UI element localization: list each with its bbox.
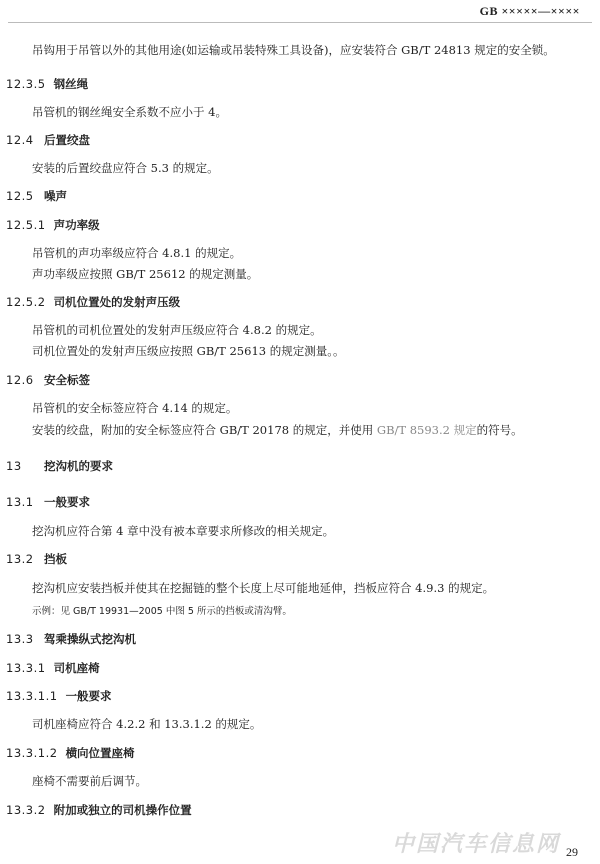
section-number: 13.3.1.1 [6, 689, 58, 703]
section-number: 13.3.1.2 [6, 746, 58, 760]
section-title: 噪声 [44, 189, 67, 203]
section-heading [6, 372, 90, 388]
section-heading [6, 217, 100, 233]
section-heading [6, 551, 67, 567]
paragraph [32, 422, 523, 438]
page-header: GB ×××××—×××× [479, 4, 580, 18]
paragraph: 吊管机的声功率级应符合 4.8.1 的规定。 [32, 246, 242, 260]
section-number: 12.4 [6, 133, 34, 147]
paragraph: 吊管机的安全标签应符合 4.14 的规定。 [32, 401, 238, 415]
section-number: 13.1 [6, 495, 34, 509]
section-heading [6, 631, 136, 647]
section-heading [6, 802, 192, 818]
section-number: 13 [6, 459, 22, 473]
paragraph: 司机座椅应符合 4.2.2 和 13.3.1.2 的规定。 [32, 717, 262, 731]
paragraph: 吊管机的钢丝绳安全系数不应小于 4。 [32, 105, 227, 119]
section-number: 13.2 [6, 552, 34, 566]
paragraph: 司机位置处的发射声压级应按照 GB/T 25613 的规定测量。。 [32, 344, 345, 358]
section-title: 后置绞盘 [44, 133, 90, 147]
chapter-heading [6, 458, 113, 474]
section-number: 12.3.5 [6, 77, 46, 91]
section-number: 12.5.1 [6, 218, 46, 232]
section-title: 驾乘操纵式挖沟机 [44, 632, 136, 646]
paragraph: 座椅不需要前后调节。 [32, 774, 147, 788]
paragraph: 吊管机的司机位置处的发射声压级应符合 4.8.2 的规定。 [32, 323, 322, 337]
section-heading [6, 294, 180, 310]
section-number: 13.3.1 [6, 661, 46, 675]
section-title: 钢丝绳 [53, 77, 89, 91]
watermark-logo: 中国汽车信息网 [391, 832, 560, 857]
example-note: 示例：见 GB/T 19931—2005 中图 5 所示的挡板或清沟臂。 [32, 606, 292, 617]
section-title: 安全标签 [44, 373, 90, 387]
paragraph: 挖沟机应安装挡板并使其在挖掘链的整个长度上尽可能地延伸，挡板应符合 4.9.3 的规定。 [32, 581, 495, 595]
section-heading [6, 132, 90, 148]
section-heading [6, 688, 112, 704]
section-number: 13.3 [6, 632, 34, 646]
section-title: 声功率级 [53, 218, 100, 232]
paragraph: 挖沟机应符合第 4 章中没有被本章要求所修改的相关规定。 [32, 524, 335, 538]
paragraph: 声功率级应按照 GB/T 25612 的规定测量。 [32, 267, 259, 281]
section-title: 一般要求 [65, 689, 112, 703]
section-title: 挖沟机的要求 [44, 459, 113, 473]
section-number: 13.3.2 [6, 803, 46, 817]
section-title: 司机座椅 [53, 661, 100, 675]
header-rule [8, 22, 592, 23]
paragraph: 吊钩用于吊管以外的其他用途(如运输或吊装特殊工具设备)，应安装符合 GB/T 24813 规定的安全锁。 [32, 43, 555, 57]
section-title: 横向位置座椅 [65, 746, 135, 760]
paragraph-gray-text: GB/T 8593.2 规定 [376, 423, 477, 437]
section-heading [6, 745, 135, 761]
section-title: 一般要求 [44, 495, 90, 509]
paragraph-tail: 的符号。 [476, 423, 523, 437]
section-heading [6, 494, 90, 510]
section-number: 12.5.2 [6, 295, 46, 309]
section-heading [6, 76, 88, 92]
section-title: 挡板 [44, 552, 67, 566]
section-heading [6, 188, 67, 204]
section-number: 12.5 [6, 189, 34, 203]
paragraph-text: 安装的绞盘，附加的安全标签应符合 GB/T 20178 的规定，并使用 [32, 423, 377, 437]
section-heading [6, 660, 100, 676]
paragraph: 安装的后置绞盘应符合 5.3 的规定。 [32, 161, 219, 175]
page-number: 29 [566, 845, 578, 859]
section-title: 司机位置处的发射声压级 [53, 295, 181, 309]
section-title: 附加或独立的司机操作位置 [53, 803, 192, 817]
section-number: 12.6 [6, 373, 34, 387]
